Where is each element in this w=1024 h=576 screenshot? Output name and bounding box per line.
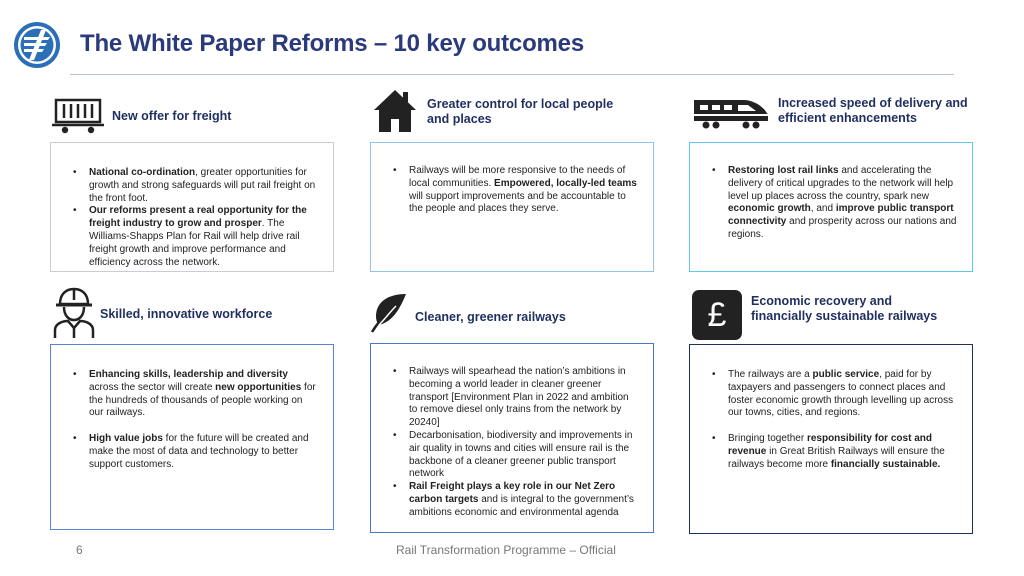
title-divider bbox=[70, 74, 954, 75]
list-item: • Decarbonisation, biodiversity and improvements in air quality in towns and cities will ensure rail is the backbone of a cleaner greener public transport network bbox=[389, 430, 639, 481]
outcome-heading-greener-railways: Cleaner, greener railways bbox=[415, 310, 566, 324]
page-title: The White Paper Reforms – 10 key outcomes bbox=[80, 30, 584, 57]
list-item: • Restoring lost rail links and accelerating the delivery of critical upgrades to the network will help level up places across the country, spark new economic growth, and improve public transport connectivity and prosperity across our nations and regions. bbox=[708, 165, 958, 242]
outcome-heading-local-control: Greater control for local people and places bbox=[427, 97, 614, 126]
list-item: • Rail Freight plays a key role in our Net Zero carbon targets and is integral to the government’s ambitions economic and environmental agenda bbox=[389, 481, 639, 519]
pound-sign-icon: £ bbox=[692, 290, 742, 340]
leaf-icon bbox=[370, 292, 408, 334]
outcome-box-greener-railways bbox=[370, 343, 654, 533]
logo-icon bbox=[12, 20, 62, 70]
outcome-box-economic-recovery bbox=[689, 344, 973, 534]
list-item: • The railways are a public service, paid for by taxpayers and passengers to connect places and foster economic growth through levelling up across our towns, cities, and regions. bbox=[708, 369, 958, 420]
list-item: • Railways will be more responsive to the needs of local communities. Empowered, locally-led teams will support improvements and be accountable to the people and places they serve. bbox=[389, 165, 639, 216]
page-number: 6 bbox=[76, 543, 83, 557]
list-item: • Bringing together responsibility for cost and revenue in Great British Railways will ensure the railways become more financially sustainable. bbox=[708, 433, 958, 471]
house-icon bbox=[372, 88, 418, 132]
outcome-box-speed-of-delivery bbox=[689, 142, 973, 272]
outcome-heading-workforce: Skilled, innovative workforce bbox=[100, 307, 273, 321]
outcome-heading-freight: New offer for freight bbox=[112, 109, 232, 123]
high-speed-train-icon bbox=[692, 96, 770, 130]
outcome-box-freight bbox=[50, 142, 334, 272]
list-item: • Our reforms present a real opportunity for the freight industry to grow and prosper. The Williams-Shapps Plan for Rail will help drive rail freight growth and improve performance and efficiency across the network. bbox=[69, 205, 319, 269]
outcome-box-workforce bbox=[50, 344, 334, 530]
hardhat-worker-icon bbox=[52, 286, 96, 338]
list-item: • National co-ordination, greater opportunities for growth and strong safeguards will put rail freight on the front foot. bbox=[69, 167, 319, 205]
footer-text: Rail Transformation Programme – Official bbox=[396, 543, 616, 557]
list-item: • High value jobs for the future will be created and make the most of data and technology to better support customers. bbox=[69, 433, 319, 471]
freight-wagon-icon bbox=[52, 98, 104, 134]
outcome-box-local-control bbox=[370, 142, 654, 272]
list-item: • Enhancing skills, leadership and diversity across the sector will create new opportunities for the hundreds of thousands of people working on our railways. bbox=[69, 369, 319, 420]
outcome-heading-economic-recovery: Economic recovery and financially sustainable railways bbox=[751, 294, 938, 323]
outcome-heading-speed-of-delivery: Increased speed of delivery and efficient enhancements bbox=[778, 96, 968, 125]
list-item: • Railways will spearhead the nation’s ambitions in becoming a world leader in cleaner greener transport [Environment Plan in 2022 and ambition to remove diesel only trains from the network by 20240] bbox=[389, 366, 639, 430]
